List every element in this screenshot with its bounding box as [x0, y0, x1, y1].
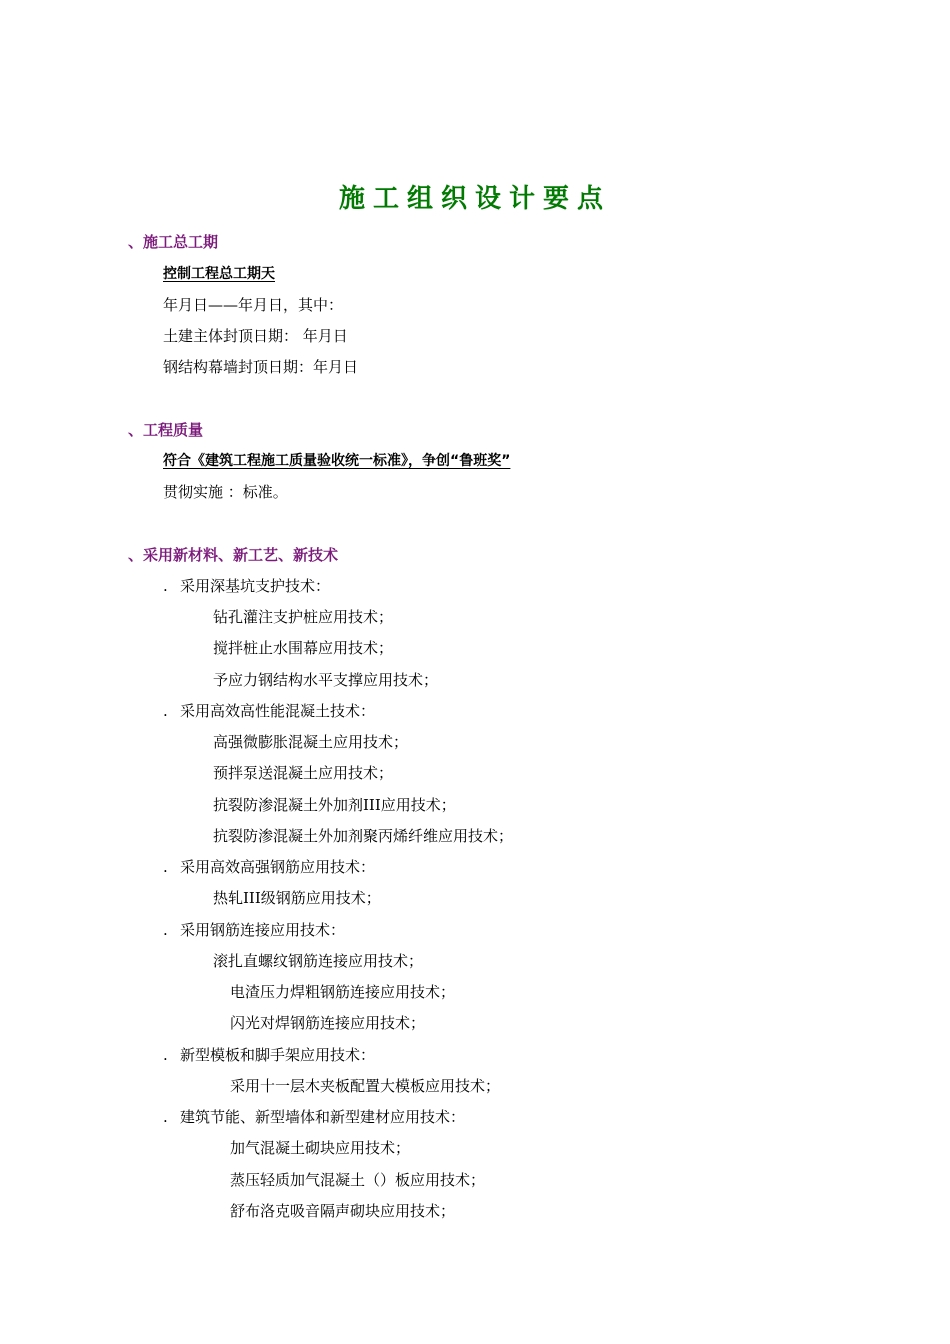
- item-marker: .: [163, 577, 168, 595]
- tech-item: 高强微膨胀混凝土应用技术；: [213, 733, 409, 751]
- tech-group-label: 采用高效高强钢筋应用技术：: [180, 858, 376, 876]
- tech-item: 钻孔灌注支护桩应用技术；: [213, 608, 394, 626]
- tech-item: 闪光对焊钢筋连接应用技术；: [230, 1014, 426, 1032]
- tech-item: 搅拌桩止水围幕应用技术；: [213, 639, 394, 657]
- tech-group-label: 建筑节能、新型墙体和新型建材应用技术：: [180, 1108, 466, 1126]
- tech-group-label: 采用高效高性能混凝土技术：: [180, 702, 376, 720]
- tech-item: 予应力钢结构水平支撑应用技术；: [213, 671, 439, 689]
- tech-group-label: 采用钢筋连接应用技术：: [180, 921, 346, 939]
- tech-group-label: 新型模板和脚手架应用技术：: [180, 1046, 376, 1064]
- tech-group: [163, 1107, 465, 1127]
- tech-group: [163, 1045, 375, 1065]
- tech-group: [163, 920, 345, 940]
- schedule-range: 年月日——年月日，其中：: [163, 296, 344, 314]
- tech-item: 抗裂防渗混凝土外加剂III应用技术；: [213, 796, 456, 814]
- tech-item: 舒布洛克吸音隔声砌块应用技术；: [230, 1202, 456, 1220]
- tech-item: 加气混凝土砌块应用技术；: [230, 1139, 411, 1157]
- document-title: 施工组织设计要点: [338, 184, 611, 214]
- tech-item: 电渣压力焊粗钢筋连接应用技术；: [230, 983, 456, 1001]
- tech-group: [163, 701, 375, 721]
- tech-item: 滚扎直螺纹钢筋连接应用技术；: [213, 952, 424, 970]
- tech-group: [163, 857, 375, 877]
- tech-group-label: 采用深基坑支护技术：: [180, 577, 331, 595]
- tech-item: 蒸压轻质加气混凝土（）板应用技术；: [230, 1171, 486, 1189]
- tech-item: 热轧III级钢筋应用技术；: [213, 889, 381, 907]
- item-marker: .: [163, 921, 168, 939]
- item-marker: .: [163, 858, 168, 876]
- schedule-civil-topping: 土建主体封顶日期： 年月日: [163, 327, 348, 345]
- tech-group: [163, 576, 330, 596]
- schedule-steel-topping: 钢结构幕墙封顶日期：年月日: [163, 358, 359, 376]
- schedule-total: 控制工程总工期天: [163, 266, 275, 282]
- item-marker: .: [163, 1046, 168, 1064]
- section-heading-quality: 、工程质量: [128, 421, 204, 439]
- section-heading-new-tech: 、采用新材料、新工艺、新技术: [128, 546, 339, 564]
- item-marker: .: [163, 702, 168, 720]
- tech-item: 抗裂防渗混凝土外加剂聚丙烯纤维应用技术；: [213, 827, 514, 845]
- tech-item: 预拌泵送混凝土应用技术；: [213, 764, 394, 782]
- section-heading-schedule: 、施工总工期: [128, 233, 219, 251]
- quality-standard: 符合《建筑工程施工质量验收统一标准》，争创“鲁班奖”: [163, 453, 511, 469]
- tech-item: 采用十一层木夹板配置大模板应用技术；: [230, 1077, 501, 1095]
- quality-implementation: 贯彻实施 ：标准。: [163, 483, 288, 501]
- item-marker: .: [163, 1108, 168, 1126]
